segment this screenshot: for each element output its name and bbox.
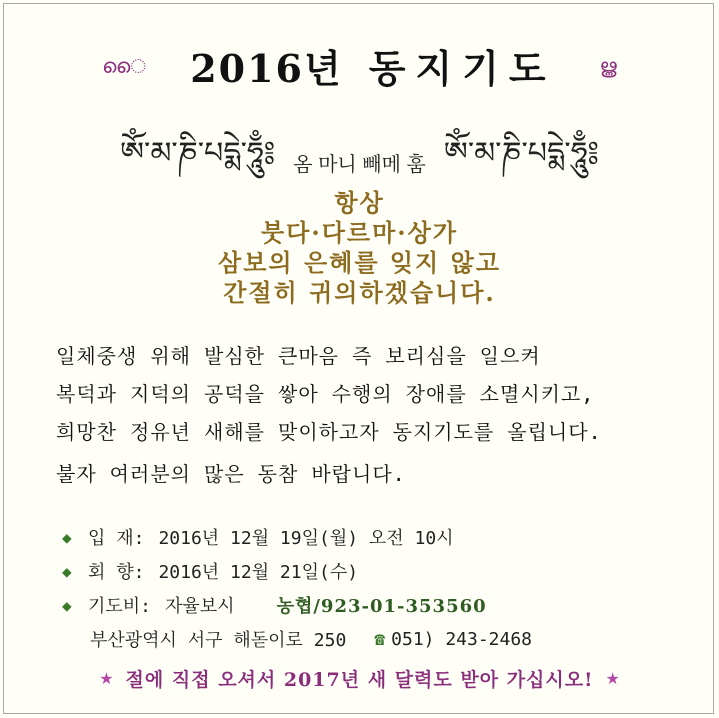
end-value: 2016년 12월 21일(수) bbox=[158, 562, 359, 583]
bank-account: 농협/923-01-353560 bbox=[276, 596, 487, 617]
phone-icon: ☎ bbox=[374, 628, 386, 650]
diamond-bullet-icon: ◆ bbox=[62, 561, 72, 581]
ornament-left-icon: ൈ bbox=[102, 53, 147, 78]
info-row-start bbox=[62, 520, 702, 554]
fee-value: 자율보시 bbox=[165, 596, 235, 617]
vow-line: 붓다·다르마·상가 bbox=[261, 218, 458, 247]
phone-number: 051) 243-2468 bbox=[391, 628, 533, 650]
start-value: 2016년 12월 19일(월) 오전 10시 bbox=[158, 528, 454, 549]
diamond-bullet-icon: ◆ bbox=[62, 595, 72, 615]
footer-text: 절에 직접 오셔서 2017년 새 달력도 받아 가십시오! bbox=[125, 669, 594, 691]
title-year: 2016년 bbox=[190, 46, 343, 91]
title-row bbox=[0, 38, 719, 93]
body-line-invitation: 불자 여러분의 많은 동참 바랍니다. bbox=[56, 462, 406, 486]
info-row-fee bbox=[62, 588, 702, 622]
vow-line: 항상 bbox=[334, 188, 385, 217]
ornament-right-icon: ൠ bbox=[599, 53, 617, 78]
mantra-tibetan-left: ཨོཾ་མ་ཎི་པདྨེ་ཧཱུྃ༔ bbox=[120, 136, 276, 171]
info-row-end bbox=[62, 554, 702, 588]
mantra-korean: 옴 마니 빼메 훔 bbox=[293, 153, 426, 176]
address: 부산광역시 서구 해돋이로 250 bbox=[90, 630, 347, 651]
body-line: 복덕과 지덕의 공덕을 쌓아 수행의 장애를 소멸시키고, bbox=[56, 382, 595, 406]
page-title bbox=[190, 38, 555, 93]
mantra-tibetan-right: ཨོཾ་མ་ཎི་པདྨེ་ཧཱུྃ༔ bbox=[443, 136, 599, 171]
end-label: 회 향: bbox=[88, 562, 145, 583]
title-word: 동지기도 bbox=[368, 46, 556, 91]
vows-block bbox=[0, 188, 719, 308]
body-line: 일체중생 위해 발심한 큰마음 즉 보리심을 일으켜 bbox=[56, 344, 541, 368]
body-text bbox=[56, 340, 696, 496]
star-icon: ★ bbox=[99, 669, 114, 688]
vow-line: 간절히 귀의하겠습니다. bbox=[223, 278, 496, 307]
info-row-address bbox=[62, 622, 702, 656]
diamond-bullet-icon: ◆ bbox=[62, 527, 72, 547]
fee-label: 기도비: bbox=[88, 596, 152, 617]
vow-line: 삼보의 은혜를 잊지 않고 bbox=[218, 248, 501, 277]
info-block bbox=[62, 520, 702, 656]
footer bbox=[0, 665, 719, 692]
star-icon: ★ bbox=[605, 669, 620, 688]
start-label: 입 재: bbox=[88, 528, 145, 549]
body-line: 희망찬 정유년 새해를 맞이하고자 동지기도를 올립니다. bbox=[56, 420, 602, 444]
